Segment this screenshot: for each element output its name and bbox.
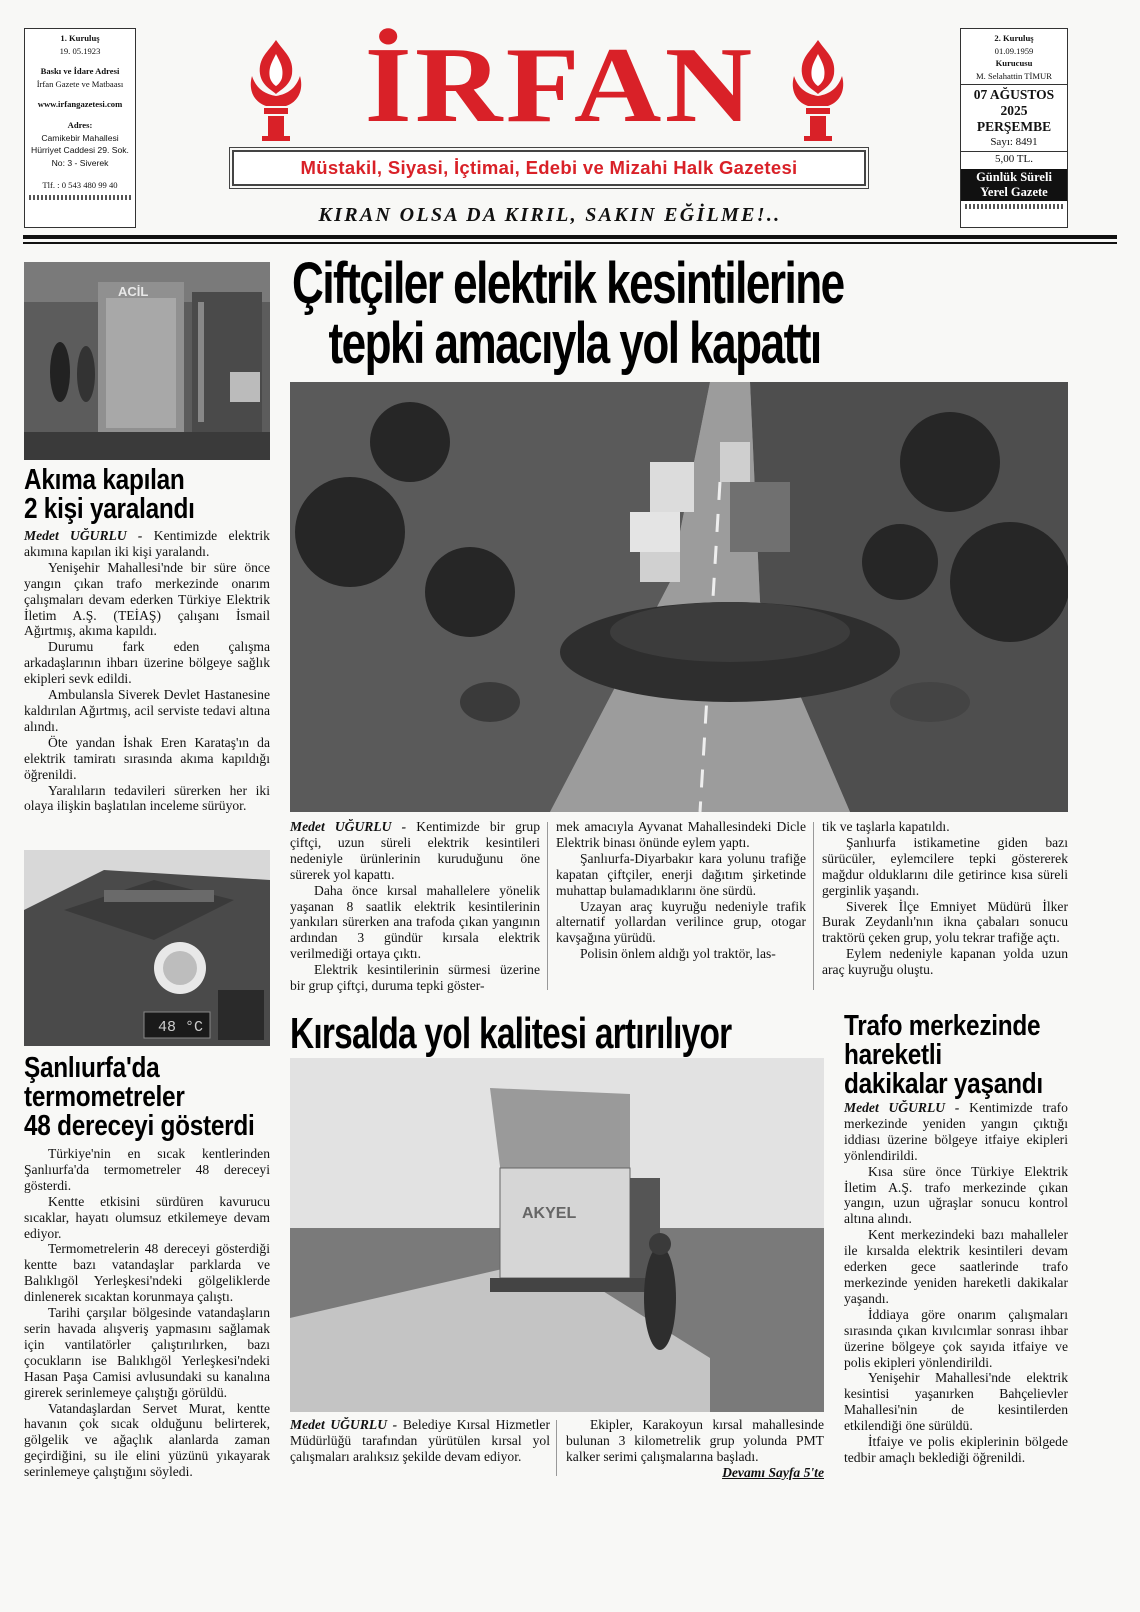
headline-line: termometreler <box>24 1081 185 1113</box>
headline-line: 48 dereceyi gösterdi <box>24 1110 255 1142</box>
office-name: İrfan Gazete ve Matbaası <box>36 78 124 89</box>
masthead-tagline: Müstakil, Siyasi, İçtimai, Edebi ve Mizahi Halk Gazetesi <box>232 150 866 186</box>
svg-text:ACİL: ACİL <box>118 284 149 299</box>
headline-line: 2 kişi yaralandı <box>24 493 195 525</box>
paragraph: Kentimizde bir grup çiftçi, uzun süreli elektrik kesintileri nedeniyle ürünlerinin kuruduğunu öne sürerek yol kapattı. <box>290 819 540 882</box>
hospital-entrance-photo <box>24 262 270 460</box>
story-body <box>844 1100 1068 1466</box>
truck-gravel-photo <box>290 1058 824 1412</box>
headline-line: hareketli <box>844 1039 942 1071</box>
paragraph: Yaralıların tedavileri sürerken her iki olaya ilişkin başlatılan inceleme sürüyor. <box>24 782 270 814</box>
issue-date-line-2: 2025 <box>1000 103 1028 119</box>
paragraph: Kısa süre önce Türkiye Elektrik İletim A.Ş. trafo merkezinde çıkan yangın, uzun uğraşlar sonucu kontrol altına alındı. <box>844 1163 1068 1227</box>
lead-headline <box>292 251 1067 376</box>
masthead-divider-thin <box>23 242 1117 244</box>
torch-emblem-left-icon <box>244 36 308 142</box>
founder-label: Kurucusu <box>995 58 1033 69</box>
paragraph: Belediye Kırsal Hizmetler Müdürlüğü tarafından yürütülen kırsal yol çalışmaları aralıksız şekilde devam ediyor. <box>290 1417 550 1464</box>
mid-body-col-1 <box>290 1417 550 1465</box>
thermometer-display-photo <box>24 850 270 1046</box>
second-founding-date: 01.09.1959 <box>994 45 1034 56</box>
lead-body-col-1 <box>290 819 540 994</box>
column-rule <box>547 822 548 990</box>
issue-weekday: PERŞEMBE <box>976 119 1052 135</box>
decorative-stripe <box>965 204 1063 209</box>
paragraph: Ekipler, Karakoyun kırsal mahallesinde bulunan 3 kilometrelik grup yolunda PMT kalker serimi çalışmalarına başladı. <box>566 1417 824 1464</box>
story-headline <box>844 1012 1079 1099</box>
address-line-2: Hürriyet Caddesi 29. Sok. <box>31 145 129 156</box>
paragraph: Polisin önlem aldığı yol traktör, las- <box>580 946 776 962</box>
byline: Medet UĞURLU - <box>290 819 407 834</box>
masthead-motto: KIRAN OLSA DA KIRIL, SAKIN EĞİLME!.. <box>318 204 782 226</box>
office-label: Baskı ve İdare Adresi <box>40 66 120 77</box>
second-founding-label: 2. Kuruluş <box>994 33 1034 43</box>
paragraph: Kentimizde elektrik akımına kapılan iki kişi yaralandı. <box>24 528 270 559</box>
headline-line: dakikalar yaşandı <box>844 1068 1043 1100</box>
masthead-left-info-box <box>24 28 136 228</box>
headline-line: Çiftçiler elektrik kesintilerine <box>292 251 844 316</box>
issue-price: 5,00 TL. <box>995 153 1033 166</box>
paragraph: Kentimizde trafo merkezinde yeniden yangın çıktığı iddiası üzerine bölgeye itfaiye ekipleri yönlendirildi. <box>844 1100 1068 1163</box>
paragraph: Durumu fark eden çalışma arkadaşlarının ihbarı üzerine bölgeye sağlık ekipleri sevk edildi. <box>24 639 270 687</box>
paragraph: Eylem nedeniyle kapanan yolda uzun araç kuyruğu oluştu. <box>822 946 1068 978</box>
protest-road-photo <box>290 382 1068 812</box>
continue-link[interactable]: Devamı Sayfa 5'te <box>722 1464 824 1480</box>
column-rule <box>556 1420 557 1476</box>
phone-number: Tlf. : 0 543 480 99 40 <box>42 180 118 191</box>
paragraph: İddiaya göre onarım çalışmaları sırasında çıkan kıvılcımlar sonrası ihbar üzerine bölgeye çok sayıda itfaiye ve polis ekipleri yönlendirildi. <box>844 1306 1068 1370</box>
paragraph: Kentte etkisini sürdüren kavurucu sıcaklar, hayatı olumsuz etkilemeye devam ediyor. <box>24 1193 270 1241</box>
paragraph: Öte yandan İshak Eren Karataş'ın da elektrik tamiratı sırasında akıma kapıldığı öğrenildi. <box>24 734 270 782</box>
masthead-right-info-box <box>960 28 1068 228</box>
website-link[interactable]: www.irfangazetesi.com <box>37 99 123 110</box>
issue-date-line-1: 07 AĞUSTOS <box>973 87 1055 103</box>
issue-number: Sayı: 8491 <box>990 136 1038 149</box>
publication-type-line-1: Günlük Süreli <box>976 170 1052 185</box>
story-body <box>24 1146 270 1480</box>
lead-body-col-3 <box>822 819 1068 978</box>
story-body <box>24 528 270 814</box>
byline: Medet UĞURLU - <box>844 1100 960 1115</box>
paragraph: Şanlıurfa istikametine giden bazı sürücüler, eylemcilere tepki göstererek mağdur olduklarını dile getirince kısa süreli gerginlik yaşandı. <box>822 834 1068 898</box>
headline-line: tepki amacıyla yol kapattı <box>328 311 821 376</box>
paragraph: Termometrelerin 48 dereceyi gösterdiği kentte bazı vatandaşlar parklarda ve Balıklıgöl Yerleşkesi'ndeki gölgeliklerde dinlenerek sıcaktan korunmaya çalıştı. <box>24 1241 270 1305</box>
story-headline: Kırsalda yol kalitesi artırılıyor <box>290 1009 732 1058</box>
byline: Medet UĞURLU - <box>290 1417 398 1432</box>
byline: Medet UĞURLU - <box>24 528 143 543</box>
thermometer-reading: 48 °C <box>158 1019 204 1036</box>
address-label: Adres: <box>67 119 93 130</box>
paragraph: Türkiye'nin en sıcak kentlerinden Şanlıurfa'da termometreler 48 dereceyi gösterdi. <box>24 1146 270 1193</box>
paragraph: Vatandaşlardan Servet Murat, kentte havanın çok sıcak olduğunu belirterek, gölgelik ve ağaçlık alanlarda zaman geçirdiğini, su ile elini yüzünü yıkayarak serinlemeye çalıştığını söyledi. <box>24 1400 270 1480</box>
headline-line: Akıma kapılan <box>24 464 185 496</box>
mid-body-col-2 <box>566 1417 824 1481</box>
torch-emblem-right-icon <box>786 36 850 142</box>
paragraph: Uzayan araç kuyruğu nedeniyle trafik alternatif yollardan verilince grup, otogar kavşağına yürüdü. <box>556 898 806 946</box>
truck-label: AKYEL <box>522 1205 577 1222</box>
founding-label: 1. Kuruluş <box>60 33 100 43</box>
paragraph: Siverek İlçe Emniyet Müdürü İlker Burak Zeydanlı'nın ikna çabaları sonucu traktörü çeken grup, yolu tekrar trafiğe açtı. <box>822 898 1068 946</box>
decorative-stripe <box>29 195 131 200</box>
address-line-1: Camikebir Mahallesi <box>41 132 119 143</box>
paragraph: Yenişehir Mahallesi'nde elektrik kesintisi yaşanırken Bahçelievler Mahallesi'nin de kesintilerden etkilendiği öne sürüldü. <box>844 1370 1068 1434</box>
paragraph: İtfaiye ve polis ekiplerinin bölgede tedbir amaçlı beklediği öğrenildi. <box>844 1434 1068 1465</box>
story-headline <box>24 466 268 524</box>
paragraph: Şanlıurfa-Diyarbakır kara yolunu trafiğe kapatan çiftçiler, enerji dağıtım şirketinde muhattap bulamadıklarını öne sürdü. <box>556 850 806 898</box>
paragraph: mek amacıyla Ayvanat Mahallesindeki Dicle Elektrik binası önünde eylem yaptı. <box>556 819 806 850</box>
masthead-divider <box>23 235 1117 239</box>
headline-line: Şanlıurfa'da <box>24 1052 160 1084</box>
paragraph: Kent merkezindeki bazı mahalleler ile kırsalda elektrik kesintileri devam ederken gece saatlerinde trafo merkezinde yeniden hareketli dakikalar yaşandı. <box>844 1227 1068 1306</box>
story-headline <box>24 1054 276 1141</box>
paragraph: tik ve taşlarla kapatıldı. <box>822 819 950 834</box>
paragraph: Ambulansla Siverek Devlet Hastanesine kaldırılan Ağırtmış, acil serviste tedavi altına alındı. <box>24 687 270 734</box>
founder-name: M. Selahattin TİMUR <box>976 70 1052 81</box>
paragraph: Tarihi çarşılar bölgesinde vatandaşların serin havada alışveriş yapmasını sağlamak için vantilatörler çalıştırılırken, bazı çocukların ise Balıklıgöl Yerleşkesi'ndeki Hasan Paşa Camisi avlusundaki su kanalına girerek serinlemeye çalıştığı görüldü. <box>24 1305 270 1400</box>
column-rule <box>813 822 814 990</box>
headline-line: Trafo merkezinde <box>844 1010 1041 1042</box>
lead-body-col-2 <box>556 819 806 962</box>
paragraph: Yenişehir Mahallesi'nde bir süre önce yangın çıkan trafo merkezinde onarım çalışmaları devam ederken Türkiye Elektrik İletim A.Ş. (TEİAŞ) çalışanı İsmail Ağırtmış, akıma kapıldı. <box>24 559 270 639</box>
publication-type-line-2: Yerel Gazete <box>980 185 1048 200</box>
founding-date: 19. 05.1923 <box>59 45 101 56</box>
paragraph: Elektrik kesintilerinin sürmesi üzerine bir grup çiftçi, duruma tepki göster- <box>290 962 540 994</box>
paragraph: Daha önce kırsal mahallelere yönelik yaşanan 8 saatlik elektrik kesintilerinin yankıları sürerken ana trafoda çıkan yangının ardından 3 gündür kırsala elektrik verilmediği ortaya çıktı. <box>290 882 540 962</box>
address-line-3: No: 3 - Siverek <box>51 157 109 168</box>
newspaper-logo: İRFAN <box>364 26 756 145</box>
